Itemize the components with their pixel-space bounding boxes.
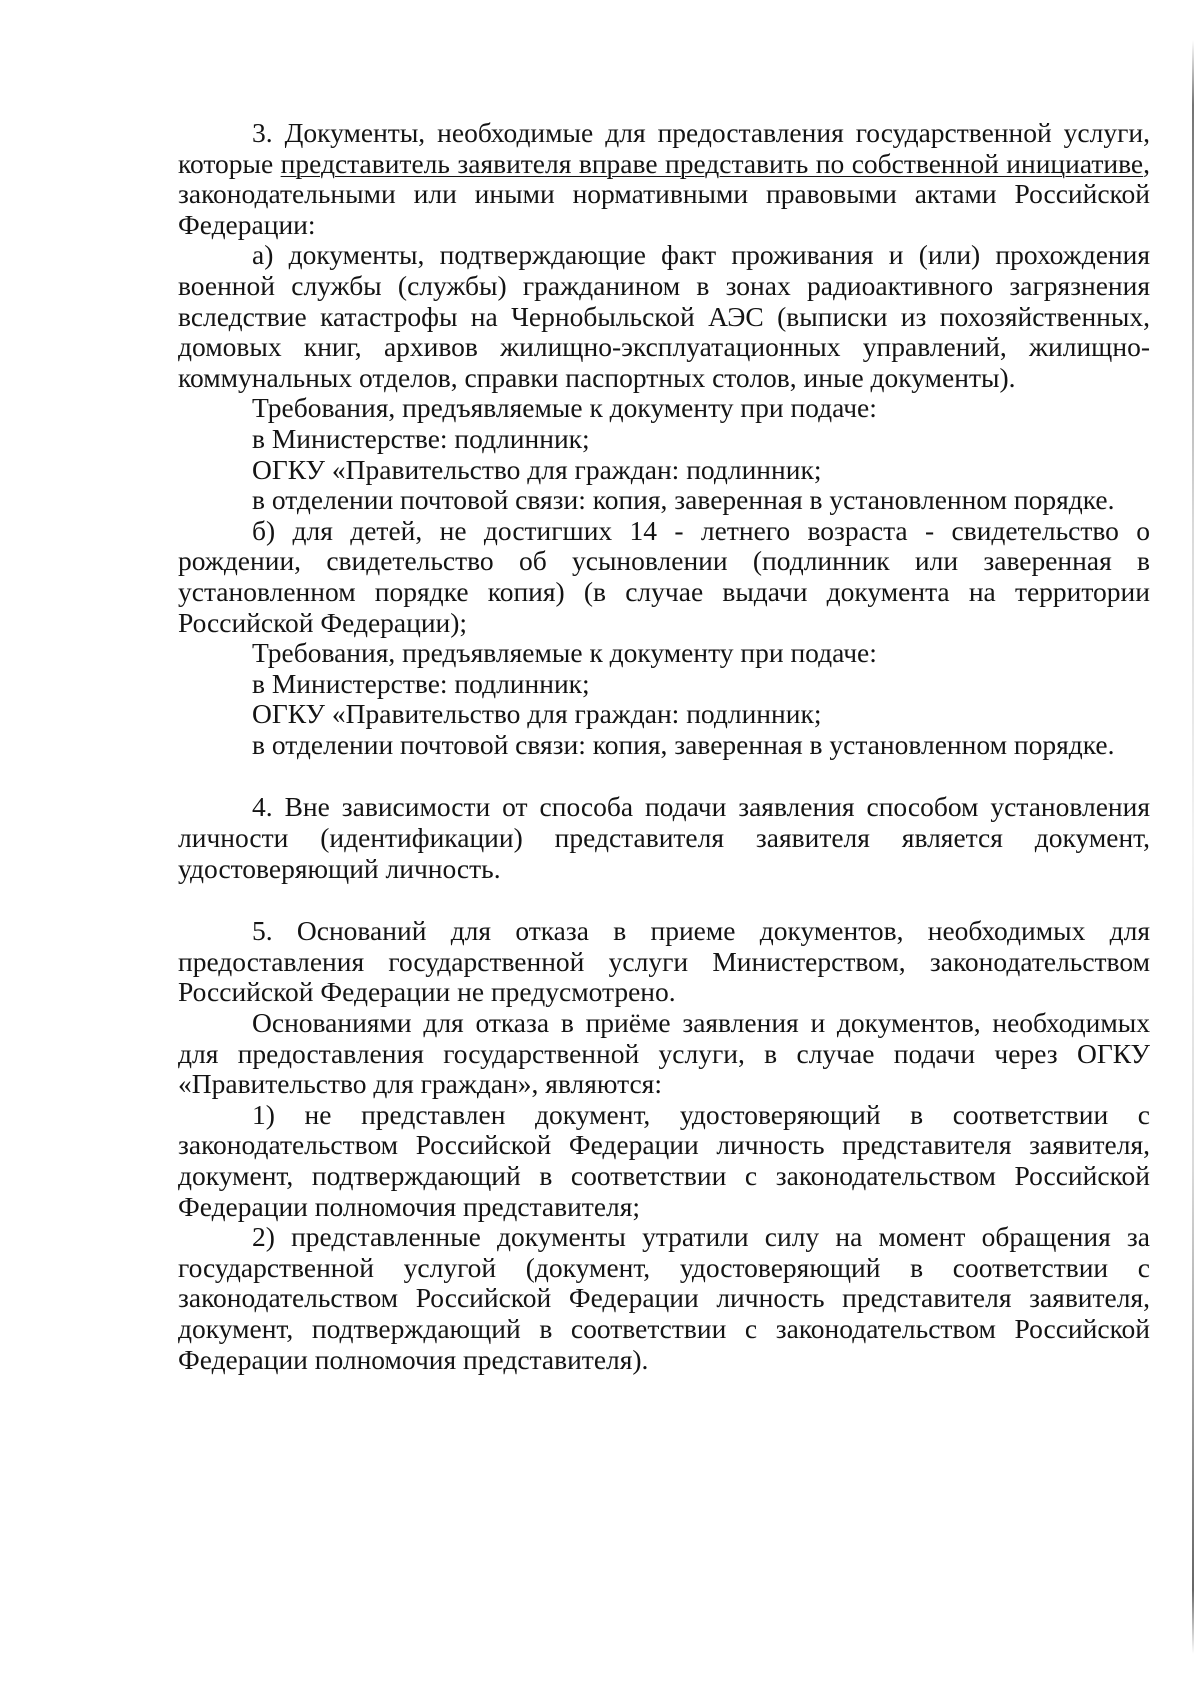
section-5-intro: 5. Оснований для отказа в приеме документов, необходимых для предоставления государственной услуги Министерством, законодательством Российской Федерации не предусмотрено. <box>178 915 1150 1008</box>
section-5-item-2: 2) представленные документы утратили силу на момент обращения за государственной услугой (документ, удостоверяющий в соответствии с законодательством Российской Федерации личность представителя заявителя, документ, подтверждающий в соответствии с законодательством Российской Федерации полномочия представителя). <box>178 1221 1150 1375</box>
section-3-requirements-b-post: в отделении почтовой связи: копия, заверенная в установленном порядке. <box>252 728 1115 760</box>
section-gap <box>178 884 1150 916</box>
section-3-requirements-b-ministry: в Министерстве: подлинник; <box>252 667 590 699</box>
scan-edge-line <box>1192 40 1194 1654</box>
section-4-text: 4. Вне зависимости от способа подачи заявления способом установления личности (идентификации) представителя заявителя является документ, удостоверяющий личность. <box>178 791 1150 884</box>
section-3-intro-end: , законодательными или иными нормативными правовыми актами Российской Федерации: <box>178 147 1150 240</box>
document-body <box>178 118 1150 1375</box>
section-3-requirements-b-ogku: ОГКУ «Правительство для граждан: подлинник; <box>252 698 822 730</box>
section-5-grounds: Основаниями для отказа в приёме заявления и документов, необходимых для предоставления государственной услуги, в случае подачи через ОГКУ «Правительство для граждан», являются: <box>178 1007 1150 1100</box>
section-3-intro <box>178 118 1150 240</box>
section-3-item-b: б) для детей, не достигших 14 - летнего возраста - свидетельство о рождении, свидетельство об усыновлении (подлинник или заверенная в установленном порядке копия) (в случае выдачи документа на территории Российской Федерации); <box>178 514 1150 638</box>
section-3-requirements-a-post: в отделении почтовой связи: копия, заверенная в установленном порядке. <box>252 484 1115 516</box>
section-gap <box>178 760 1150 792</box>
section-3-intro-start: 3. Документы, необходимые для предоставления государственной услуги, которые <box>178 117 1150 179</box>
section-3-underlined-phrase: представитель заявителя вправе представить по собственной инициативе <box>280 147 1144 179</box>
section-3-requirements-b-title: Требования, предъявляемые к документу при подаче: <box>252 637 877 669</box>
section-3-item-a: а) документы, подтверждающие факт проживания и (или) прохождения военной службы (службы) гражданином в зонах радиоактивного загрязнения вследствие катастрофы на Чернобыльской АЭС (выписки из похозяйственных, домовых книг, архивов жилищно-эксплуатационных управлений, жилищно-коммунальных отделов, справки паспортных столов, иные документы). <box>178 239 1150 393</box>
section-5-item-1: 1) не представлен документ, удостоверяющий в соответствии с законодательством Российской Федерации личность представителя заявителя, документ, подтверждающий в соответствии с законодательством Российской Федерации полномочия представителя; <box>178 1098 1150 1222</box>
section-3-requirements-a-ogku: ОГКУ «Правительство для граждан: подлинник; <box>252 453 822 485</box>
section-3-requirements-a-title: Требования, предъявляемые к документу при подаче: <box>252 392 877 424</box>
section-3-requirements-a-ministry: в Министерстве: подлинник; <box>252 422 590 454</box>
